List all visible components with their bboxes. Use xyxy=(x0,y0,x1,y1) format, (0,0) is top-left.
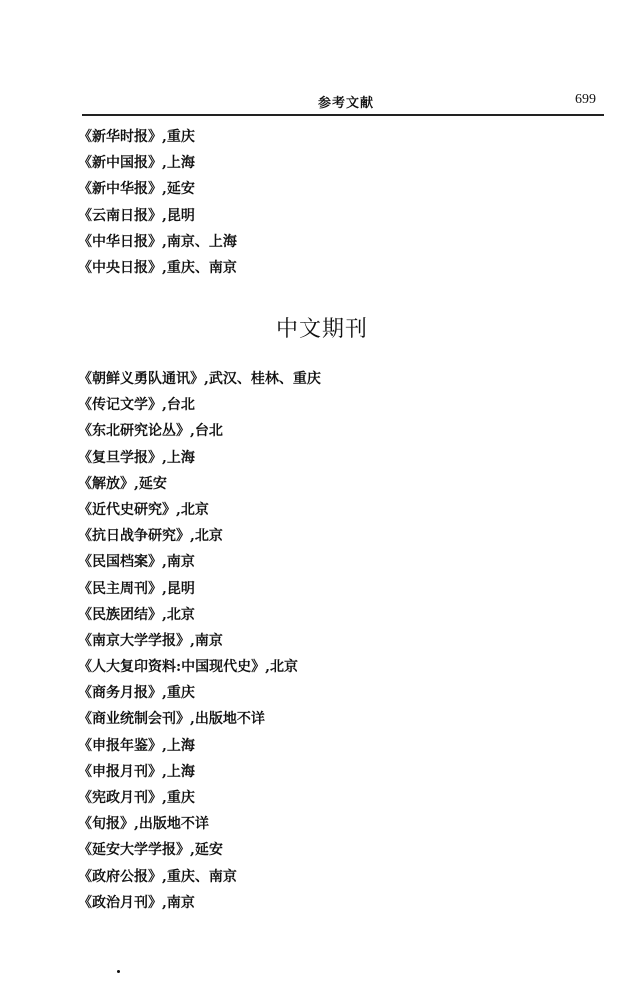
list-item: 《新中国报》,上海 xyxy=(78,155,195,172)
journal-reference-list xyxy=(78,366,321,916)
list-item: 《中华日报》,南京、上海 xyxy=(78,233,237,250)
list-item: 《延安大学学报》,延安 xyxy=(78,842,223,859)
list-item: 《传记文学》,台北 xyxy=(78,397,195,414)
newspaper-reference-list xyxy=(78,124,237,281)
list-item: 《人大复印资料:中国现代史》,北京 xyxy=(78,659,299,676)
list-item: 《申报月刊》,上海 xyxy=(78,763,195,780)
list-item: 《云南日报》,昆明 xyxy=(78,207,195,224)
list-item: 《旬报》,出版地不详 xyxy=(78,816,209,833)
list-item: 《民族团结》,北京 xyxy=(78,606,195,623)
list-item: 《新华时报》,重庆 xyxy=(78,129,195,145)
list-item: 《朝鲜义勇队通讯》,武汉、桂林、重庆 xyxy=(78,371,321,387)
running-head xyxy=(82,90,604,112)
page-number: 699 xyxy=(575,92,596,107)
list-item: 《新中华报》,延安 xyxy=(78,181,195,198)
section-heading: 中文期刊 xyxy=(275,317,368,342)
list-item: 《民主周刊》,昆明 xyxy=(78,580,195,597)
list-item: 《宪政月刊》,重庆 xyxy=(78,790,195,806)
list-item: 《东北研究论丛》,台北 xyxy=(78,423,223,440)
list-item: 《商务月报》,重庆 xyxy=(78,685,195,702)
list-item: 《南京大学学报》,南京 xyxy=(78,632,223,649)
list-item: 《政治月刊》,南京 xyxy=(78,894,195,911)
list-item: 《民国档案》,南京 xyxy=(78,554,195,571)
list-item: 《中央日报》,重庆、南京 xyxy=(78,259,237,276)
list-item: 《申报年鉴》,上海 xyxy=(78,737,195,754)
header-rule xyxy=(82,114,604,116)
list-item: 《复旦学报》,上海 xyxy=(78,449,195,466)
list-item: 《近代史研究》,北京 xyxy=(78,501,209,518)
list-item: 《解放》,延安 xyxy=(78,475,167,492)
list-item: 《抗日战争研究》,北京 xyxy=(78,528,223,545)
running-head-title: 参考文献 xyxy=(318,96,375,111)
list-item: 《商业统制会刊》,出版地不详 xyxy=(78,711,265,728)
scan-speck xyxy=(117,970,120,973)
list-item: 《政府公报》,重庆、南京 xyxy=(78,868,237,885)
